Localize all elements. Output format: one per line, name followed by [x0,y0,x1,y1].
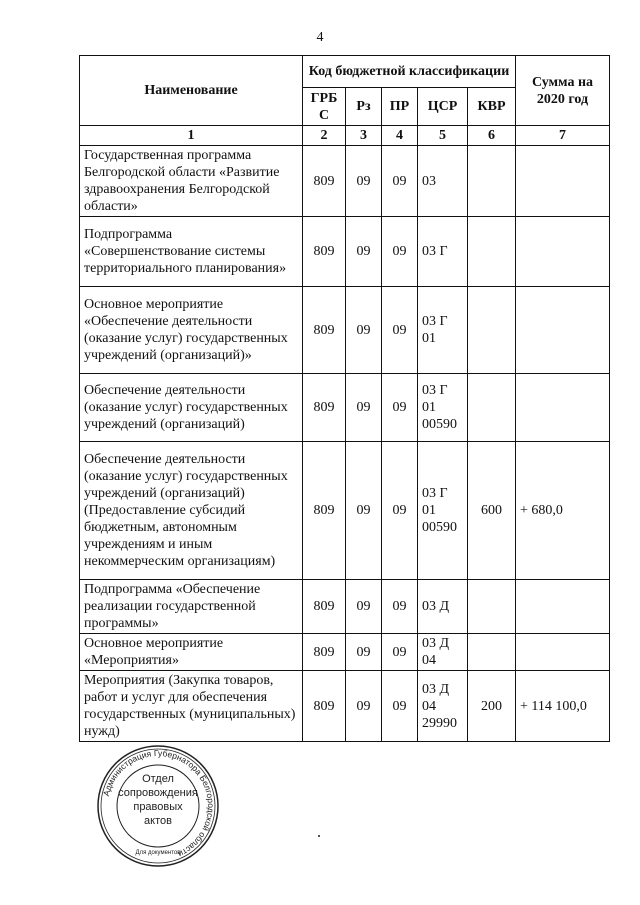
row-sum [516,217,610,287]
row-csr: 03 Г 01 00590 [418,374,468,442]
row-pr: 09 [382,671,418,742]
row-csr: 03 Д [418,580,468,634]
table-row [80,217,610,287]
row-rz: 09 [346,442,382,580]
row-rz: 09 [346,146,382,217]
row-rz: 09 [346,634,382,671]
stamp-ring-text: Администрация Губернатора Белгородской области [101,747,217,860]
row-pr: 09 [382,287,418,374]
column-number: 1 [80,126,303,146]
row-kvr: 600 [468,442,516,580]
table-row [80,442,610,580]
row-pr: 09 [382,374,418,442]
column-number: 3 [346,126,382,146]
row-kvr [468,287,516,374]
row-name: Обеспечение деятельности (оказание услуг) государственных учреждений (организаций) [80,374,303,442]
table-row [80,580,610,634]
header-name: Наименование [80,56,303,126]
row-rz: 09 [346,671,382,742]
row-csr: 03 Г [418,217,468,287]
column-number: 2 [303,126,346,146]
row-kvr: 200 [468,671,516,742]
row-pr: 09 [382,217,418,287]
row-kvr [468,634,516,671]
row-kvr [468,580,516,634]
row-rz: 09 [346,374,382,442]
column-number: 6 [468,126,516,146]
row-pr: 09 [382,634,418,671]
row-grbs: 809 [303,671,346,742]
row-kvr [468,146,516,217]
row-name: Государственная программа Белгородской области «Развитие здравоохранения Белгородской области» [80,146,303,217]
stamp-center-text [110,772,206,828]
stamp-line: сопровождения [118,787,198,799]
row-pr: 09 [382,580,418,634]
row-sum [516,634,610,671]
row-kvr [468,217,516,287]
row-sum [516,146,610,217]
header-kvr: КВР [468,88,516,126]
table-row [80,287,610,374]
official-stamp [96,744,220,868]
row-name: Основное мероприятие «Обеспечение деятельности (оказание услуг) государственных учреждений (организаций)» [80,287,303,374]
row-name: Мероприятия (Закупка товаров, работ и услуг для обеспечения государственных (муниципальных) нужд) [80,671,303,742]
row-csr: 03 Г 01 [418,287,468,374]
row-grbs: 809 [303,287,346,374]
page-number: 4 [316,30,324,45]
row-csr: 03 Д 04 [418,634,468,671]
row-grbs: 809 [303,634,346,671]
stamp-bottom-text: Для документов [135,850,181,856]
column-number: 4 [382,126,418,146]
header-sum: Сумма на 2020 год [516,56,610,126]
header-csr: ЦСР [418,88,468,126]
row-pr: 09 [382,146,418,217]
stamp-line: Отдел [142,773,174,785]
row-grbs: 809 [303,580,346,634]
row-rz: 09 [346,287,382,374]
row-name: Подпрограмма «Обеспечение реализации государственной программы» [80,580,303,634]
row-rz: 09 [346,217,382,287]
column-numbers-row [80,126,610,146]
stamp-line: правовых [133,801,183,813]
row-grbs: 809 [303,217,346,287]
header-pr: ПР [382,88,418,126]
row-sum [516,580,610,634]
header-grbs: ГРБ С [303,88,346,126]
table-row [80,374,610,442]
budget-table [79,55,610,742]
row-grbs: 809 [303,374,346,442]
row-name: Обеспечение деятельности (оказание услуг) государственных учреждений (организаций) (Предоставление субсидий бюджетным, автономным учреждениям и иным некоммерческим организациям) [80,442,303,580]
row-kvr [468,374,516,442]
row-rz: 09 [346,580,382,634]
row-sum [516,287,610,374]
row-csr: 03 Д 04 29990 [418,671,468,742]
row-sum: + 114 100,0 [516,671,610,742]
row-sum: + 680,0 [516,442,610,580]
row-grbs: 809 [303,442,346,580]
row-name: Подпрограмма «Совершенствование системы территориального планирования» [80,217,303,287]
table-row [80,634,610,671]
row-csr: 03 [418,146,468,217]
column-number: 5 [418,126,468,146]
row-sum [516,374,610,442]
row-name: Основное мероприятие «Мероприятия» [80,634,303,671]
column-number: 7 [516,126,610,146]
row-csr: 03 Г 01 00590 [418,442,468,580]
row-pr: 09 [382,442,418,580]
scan-speck [318,835,320,837]
header-rz: Рз [346,88,382,126]
table-row [80,671,610,742]
row-grbs: 809 [303,146,346,217]
stamp-line: актов [144,815,172,827]
header-code-group: Код бюджетной классификации [303,56,516,88]
table-row [80,146,610,217]
